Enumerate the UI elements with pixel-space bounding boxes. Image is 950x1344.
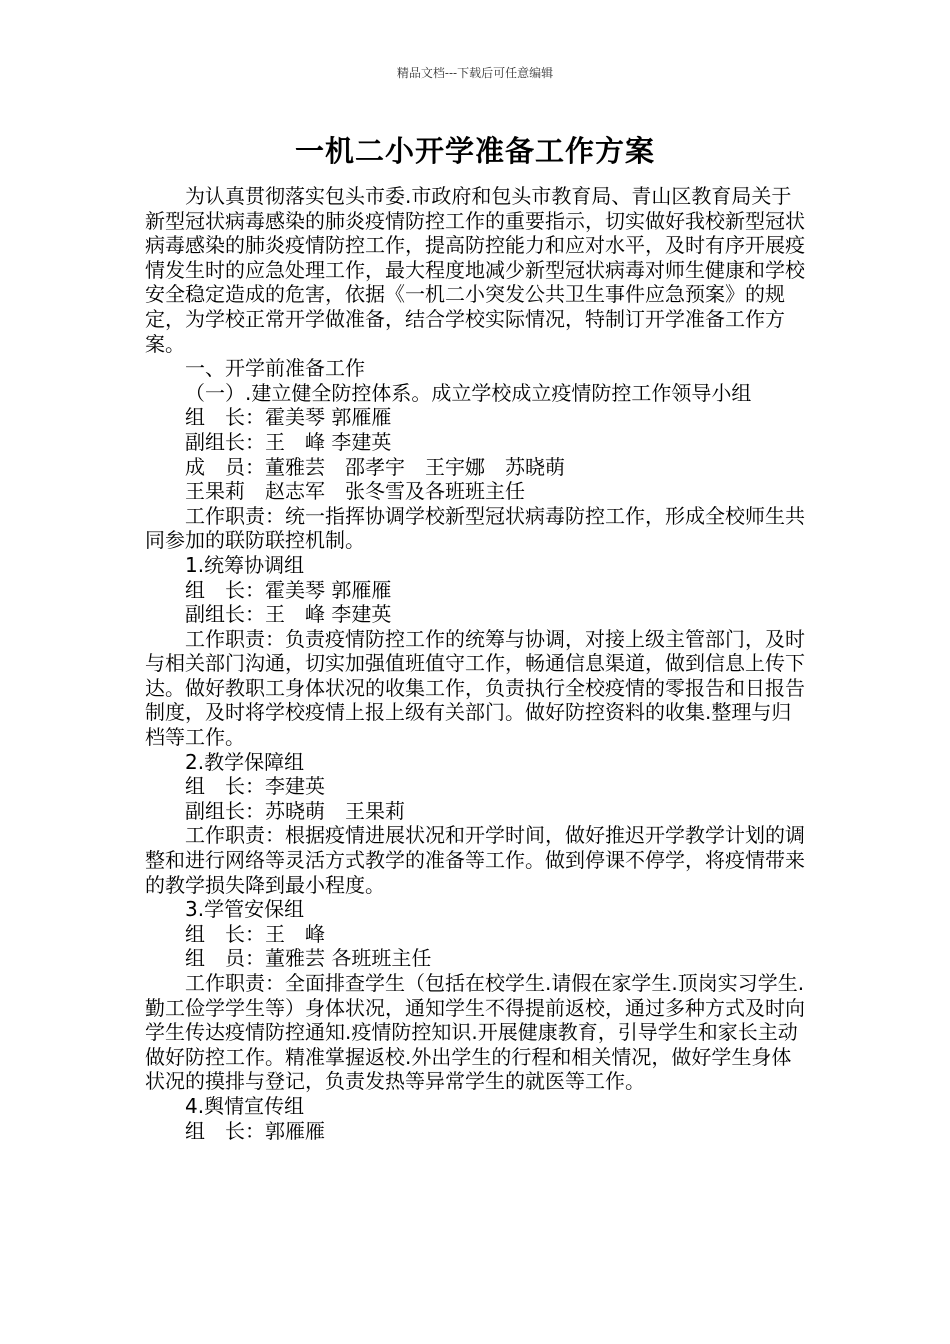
members-line: 成 员：董雅芸 邵孝宇 王宇娜 苏晓萌 (185, 454, 565, 479)
group-heading: 4.舆情宣传组 (185, 1093, 305, 1118)
deputy-leader-line: 副组长：王 峰 李建英 (185, 429, 392, 454)
group-heading: 2.教学保障组 (185, 749, 305, 774)
duty-paragraph: 工作职责：根据疫情进展状况和开学时间，做好推迟开学教学计划的调整和进行网络等灵活方式教学的准备等工作。做到停课不停学，将疫情带来的教学损失降到最小程度。 (145, 823, 805, 897)
intro-paragraph: 为认真贯彻落实包头市委.市政府和包头市教育局、青山区教育局关于新型冠状病毒感染的肺炎疫情防控工作的重要指示，切实做好我校新型冠状病毒感染的肺炎疫情防控工作，提高防控能力和应对水平，及时有序开展疫情发生时的应急处理工作，最大程度地减少新型冠状病毒对师生健康和学校安全稳定造成的危害，依据《一机二小突发公共卫生事件应急预案》的规定，为学校正常开学做准备，结合学校实际情况，特制订开学准备工作方案。 (145, 184, 805, 356)
header-note: 精品文档---下载后可任意编辑 (396, 66, 554, 80)
leader-line: 组 长：王 峰 (185, 921, 325, 946)
document-body (145, 184, 805, 1143)
group-heading: 1.统筹协调组 (185, 552, 305, 577)
leader-line: 组 长：霍美琴 郭雁雁 (185, 405, 392, 430)
members-line-continued: 王果莉 赵志军 张冬雪及各班班主任 (185, 479, 525, 504)
duty-paragraph: 工作职责：全面排查学生（包括在校学生.请假在家学生.顶岗实习学生.勤工俭学学生等）身体状况，通知学生不得提前返校，通过多种方式及时向学生传达疫情防控通知.疫情防控知识.开展健康教育，引导学生和家长主动做好防控工作。精准掌握返校.外出学生的行程和相关情况，做好学生身体状况的摸排与登记，负责发热等异常学生的就医等工作。 (145, 971, 805, 1094)
duty-paragraph: 工作职责：负责疫情防控工作的统筹与协调，对接上级主管部门，及时与相关部门沟通，切实加强值班值守工作，畅通信息渠道，做到信息上传下达。做好教职工身体状况的收集工作，负责执行全校疫情的零报告和日报告制度，及时将学校疫情上报上级有关部门。做好防控资料的收集.整理与归档等工作。 (145, 626, 805, 750)
group-heading: 3.学管安保组 (185, 897, 305, 922)
leader-line: 组 长：郭雁雁 (185, 1118, 325, 1143)
leader-line: 组 长：霍美琴 郭雁雁 (185, 577, 392, 602)
deputy-leader-line: 副组长：王 峰 李建英 (185, 602, 392, 627)
subsection-heading: （一）.建立健全防控体系。成立学校成立疫情防控工作领导小组 (185, 380, 752, 405)
leader-line: 组 长：李建英 (185, 774, 325, 799)
members-line: 组 员：董雅芸 各班班主任 (185, 946, 432, 971)
duty-paragraph: 工作职责：统一指挥协调学校新型冠状病毒防控工作，形成全校师生共同参加的联防联控机制。 (145, 503, 805, 553)
deputy-leader-line: 副组长：苏晓萌 王果莉 (185, 798, 405, 823)
document-title: 一机二小开学准备工作方案 (294, 134, 655, 168)
section-heading: 一、开学前准备工作 (185, 356, 365, 381)
